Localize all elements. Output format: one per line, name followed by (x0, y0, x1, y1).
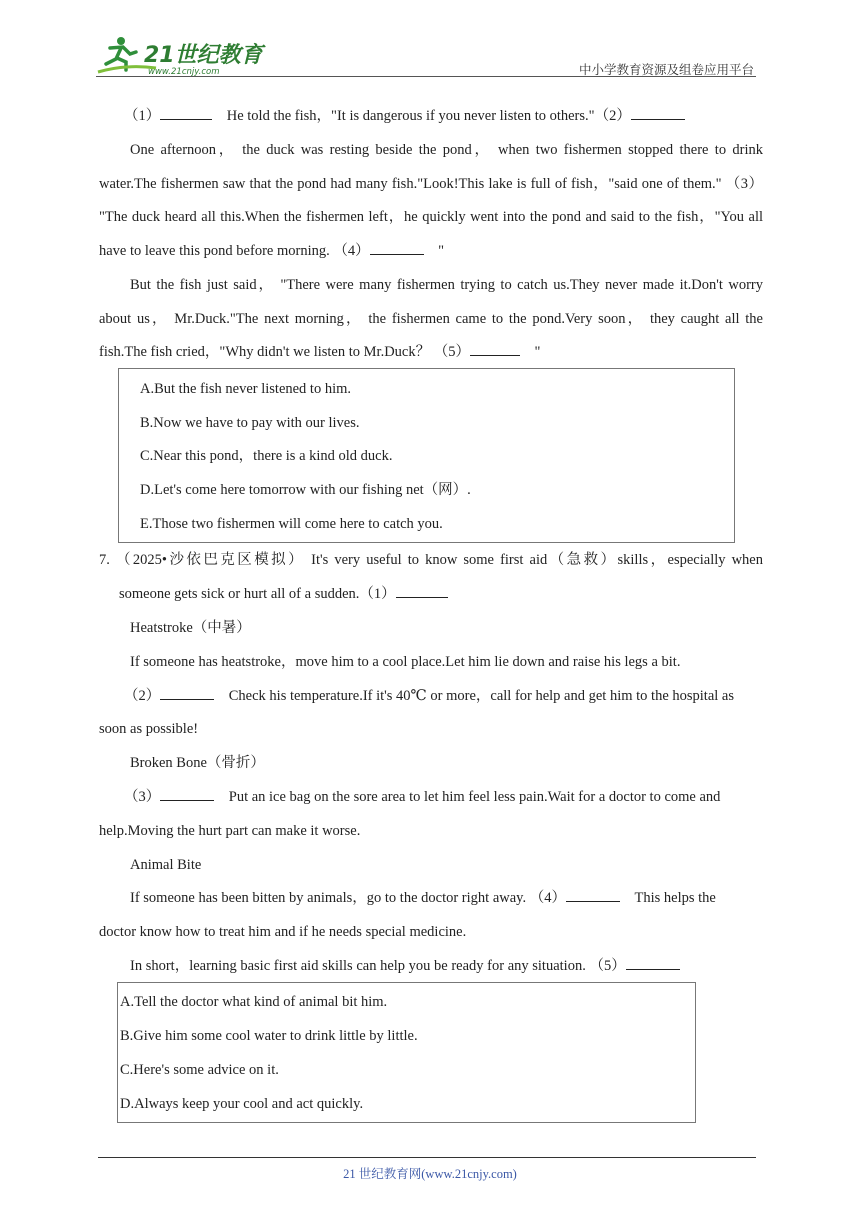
page-header (96, 34, 756, 78)
passage-line: （1） He told the fish，"It is dangerous if you never listen to others."（2） (99, 106, 788, 126)
answer-blank[interactable] (370, 241, 424, 255)
passage-line: （3） Put an ice bag on the sore area to let him feel less pain.Wait for a doctor to come and (124, 789, 721, 805)
option-c: C.Here's some advice on it. (120, 1062, 279, 1078)
option-b: B.Give him some cool water to drink little by little. (120, 1028, 418, 1044)
answer-blank[interactable] (631, 106, 685, 120)
passage-line: have to leave this pond before morning. （4） " (99, 243, 445, 259)
answer-blank[interactable] (626, 956, 680, 970)
option-d: D.Always keep your cool and act quickly. (120, 1096, 364, 1112)
question-stem: 7. （2025•沙依巴克区模拟） It's very useful to know some first aid（急救）skills，especially when (99, 552, 763, 568)
answer-blank[interactable] (160, 686, 214, 700)
options-box (117, 982, 696, 1123)
section-heading: Heatstroke（中暑） (130, 620, 251, 636)
answer-blank[interactable] (160, 106, 212, 120)
option-b: B.Now we have to pay with our lives. (140, 415, 360, 431)
passage-line: One afternoon， the duck was resting beside the pond， when two fishermen stopped there to drink (130, 142, 763, 158)
option-a: A.Tell the doctor what kind of animal bit him. (120, 994, 388, 1010)
passage-line: In short，learning basic first aid skills can help you be ready for any situation. （5） (99, 956, 794, 976)
site-logo (96, 34, 266, 78)
answer-blank[interactable] (470, 342, 520, 356)
passage-line: fish.The fish cried，"Why didn't we listen to Mr.Duck？ （5） " (99, 344, 541, 360)
option-d: D.Let's come here tomorrow with our fishing net（网）. (140, 482, 471, 498)
passage-line: doctor know how to treat him and if he needs special medicine. (99, 924, 467, 940)
passage-line: If someone has heatstroke，move him to a cool place.Let him lie down and raise his legs a bit. (130, 654, 681, 670)
section-heading: Animal Bite (130, 857, 202, 873)
option-a: A.But the fish never listened to him. (140, 381, 352, 397)
options-box (118, 368, 735, 543)
passage-line: But the fish just said， "There were many fishermen trying to catch us.They never made it.Don't worry (130, 277, 763, 293)
passage-line: someone gets sick or hurt all of a sudden.（1） (99, 584, 783, 604)
platform-name: 中小学教育资源及组卷应用平台 (578, 62, 754, 77)
passage-line: water.The fishermen saw that the pond had many fish."Look!This lake is full of fish，"said one of them." （3） (99, 176, 763, 192)
logo-url: www.21cnjy.com (148, 67, 220, 77)
option-e: E.Those two fishermen will come here to catch you. (140, 516, 443, 532)
passage-line: help.Moving the hurt part can make it worse. (99, 823, 361, 839)
passage-line: soon as possible! (99, 721, 199, 737)
passage-line: （2） Check his temperature.If it's 40℃ or more，call for help and get him to the hospital as (124, 688, 735, 704)
answer-blank[interactable] (566, 888, 620, 902)
passage-line: about us， Mr.Duck."The next morning， the fishermen came to the pond.Very soon， they caught all the (99, 311, 763, 327)
logo-text: 21世纪教育 (144, 43, 263, 68)
footer-text[interactable]: 21 世纪教育网(www.21cnjy.com) (343, 1167, 517, 1181)
answer-blank[interactable] (396, 584, 448, 598)
answer-blank[interactable] (160, 787, 214, 801)
passage-line: "The duck heard all this.When the fishermen left，he quickly went into the pond and said to the fish，"You all (99, 209, 763, 225)
section-heading: Broken Bone（骨折） (130, 755, 265, 771)
passage-line: If someone has been bitten by animals，go to the doctor right away. （4） This helps the (130, 890, 716, 906)
header-divider (96, 76, 756, 77)
footer-divider (98, 1157, 756, 1158)
option-c: C.Near this pond，there is a kind old duck. (140, 448, 393, 464)
